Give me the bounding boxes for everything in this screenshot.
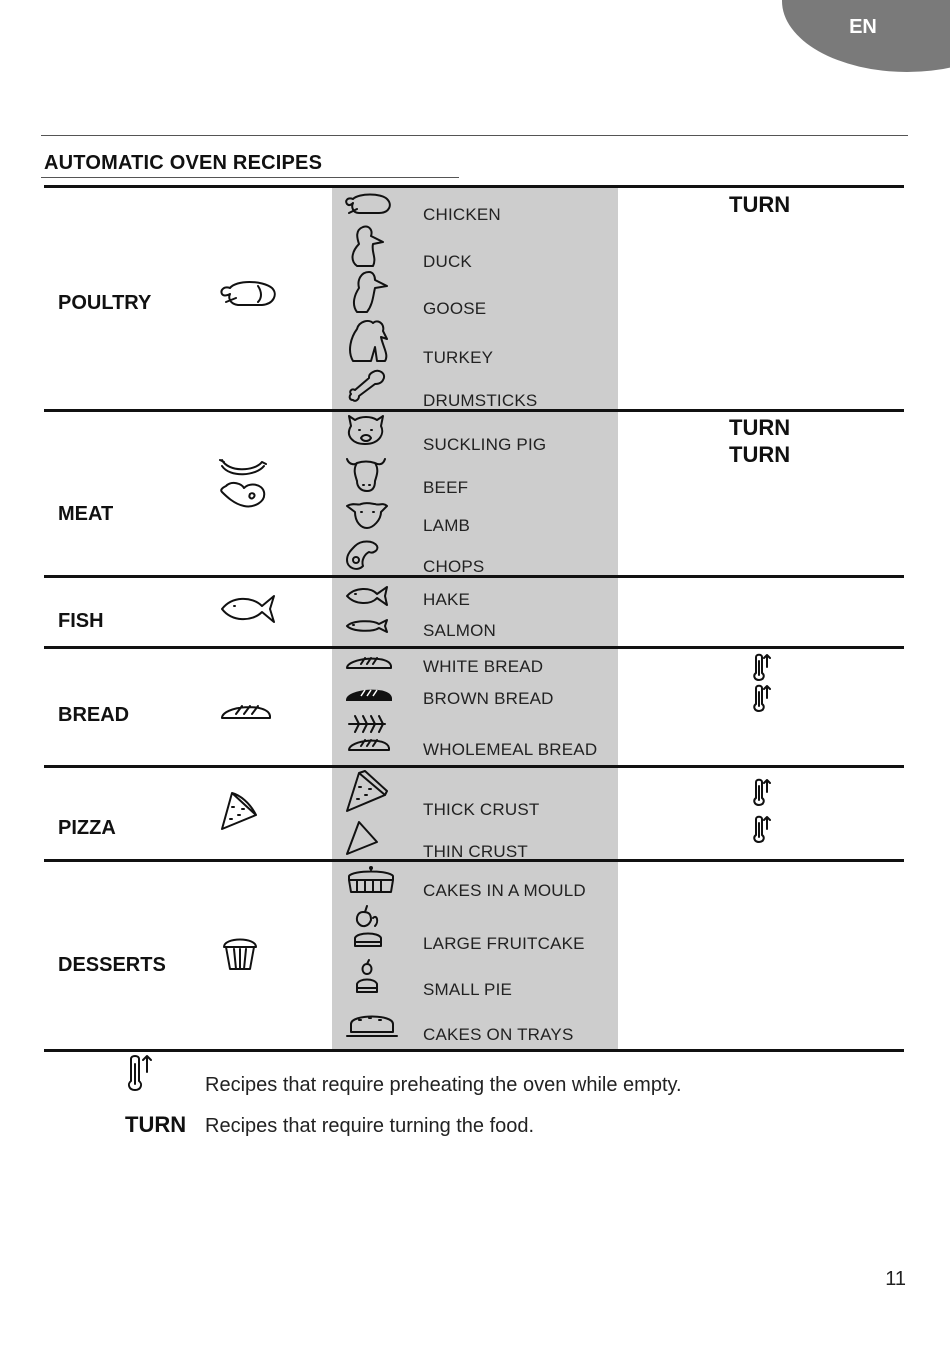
bread-loaf-icon [218,700,274,722]
table-rule-bottom [44,1049,904,1052]
language-tab-label[interactable]: EN [849,16,877,38]
cow-icon [343,455,393,493]
legend-turn-text: Recipes that require turning the food. [205,1115,535,1137]
tray-cake-icon [343,1010,401,1040]
item-salmon: SALMON [423,621,496,640]
item-large-fruitcake: LARGE FRUITCAKE [423,934,585,953]
page-number: 11 [885,1268,906,1290]
goose-icon [343,270,393,314]
thermometer-preheat-icon [752,815,772,843]
roast-chicken-icon [218,278,278,308]
table-rule-top [44,185,904,188]
item-chops: CHOPS [423,557,485,576]
fruitcake-icon [343,904,393,952]
thermometer-preheat-icon [752,653,772,681]
brown-bread-icon [343,684,393,704]
chicken-icon [343,191,393,217]
item-hake: HAKE [423,590,471,609]
item-drumsticks: DRUMSTICKS [423,391,538,410]
category-fish: FISH [58,610,104,632]
legend-preheat-text: Recipes that require preheating the oven while empty. [205,1074,682,1096]
legend-turn-label: TURN [125,1112,187,1137]
item-chicken: CHICKEN [423,205,501,224]
item-thick-crust: THICK CRUST [423,800,540,819]
item-wholemeal-bread: WHOLEMEAL BREAD [423,740,598,759]
turn-chicken: TURN [729,192,791,217]
item-duck: DUCK [423,252,472,271]
item-white-bread: WHITE BREAD [423,657,544,676]
item-brown-bread: BROWN BREAD [423,689,554,708]
drumstick-icon [343,368,393,402]
pizza-slice-icon [218,789,260,833]
turkey-icon [343,317,393,363]
thermometer-preheat-icon [752,778,772,806]
white-bread-icon [343,652,393,672]
duck-icon [343,224,393,268]
item-turkey: TURKEY [423,348,494,367]
thermometer-preheat-icon [126,1054,154,1092]
pig-icon [343,412,393,448]
item-small-pie: SMALL PIE [423,980,513,999]
turn-beef: TURN [729,442,791,467]
hake-icon [343,583,393,609]
header-rule [41,135,908,136]
table-rule-bread [44,765,904,768]
item-suckling-pig: SUCKLING PIG [423,435,547,454]
sausage-steak-icon [218,456,268,512]
table-rule-fish [44,646,904,649]
category-poultry: POULTRY [58,292,152,314]
title-underline [41,177,459,178]
category-desserts: DESSERTS [58,954,166,976]
mould-cake-icon [343,864,401,896]
category-pizza: PIZZA [58,817,116,839]
item-beef: BEEF [423,478,469,497]
item-lamb: LAMB [423,516,471,535]
thick-pizza-icon [343,769,393,813]
small-pie-icon [343,958,393,998]
item-cakes-on-trays: CAKES ON TRAYS [423,1025,574,1044]
lamb-icon [343,500,393,532]
wholemeal-bread-icon [343,712,393,754]
page-title: AUTOMATIC OVEN RECIPES [44,152,323,174]
item-thin-crust: THIN CRUST [423,842,528,861]
thin-pizza-icon [343,818,393,856]
turn-suckling-pig: TURN [729,415,791,440]
chop-icon [343,538,393,572]
item-cakes-in-a-mould: CAKES IN A MOULD [423,881,586,900]
fish-icon [218,592,278,626]
category-bread: BREAD [58,704,130,726]
muffin-icon [220,935,260,971]
thermometer-preheat-icon [752,684,772,712]
salmon-icon [343,614,393,638]
category-meat: MEAT [58,503,114,525]
item-goose: GOOSE [423,299,487,318]
